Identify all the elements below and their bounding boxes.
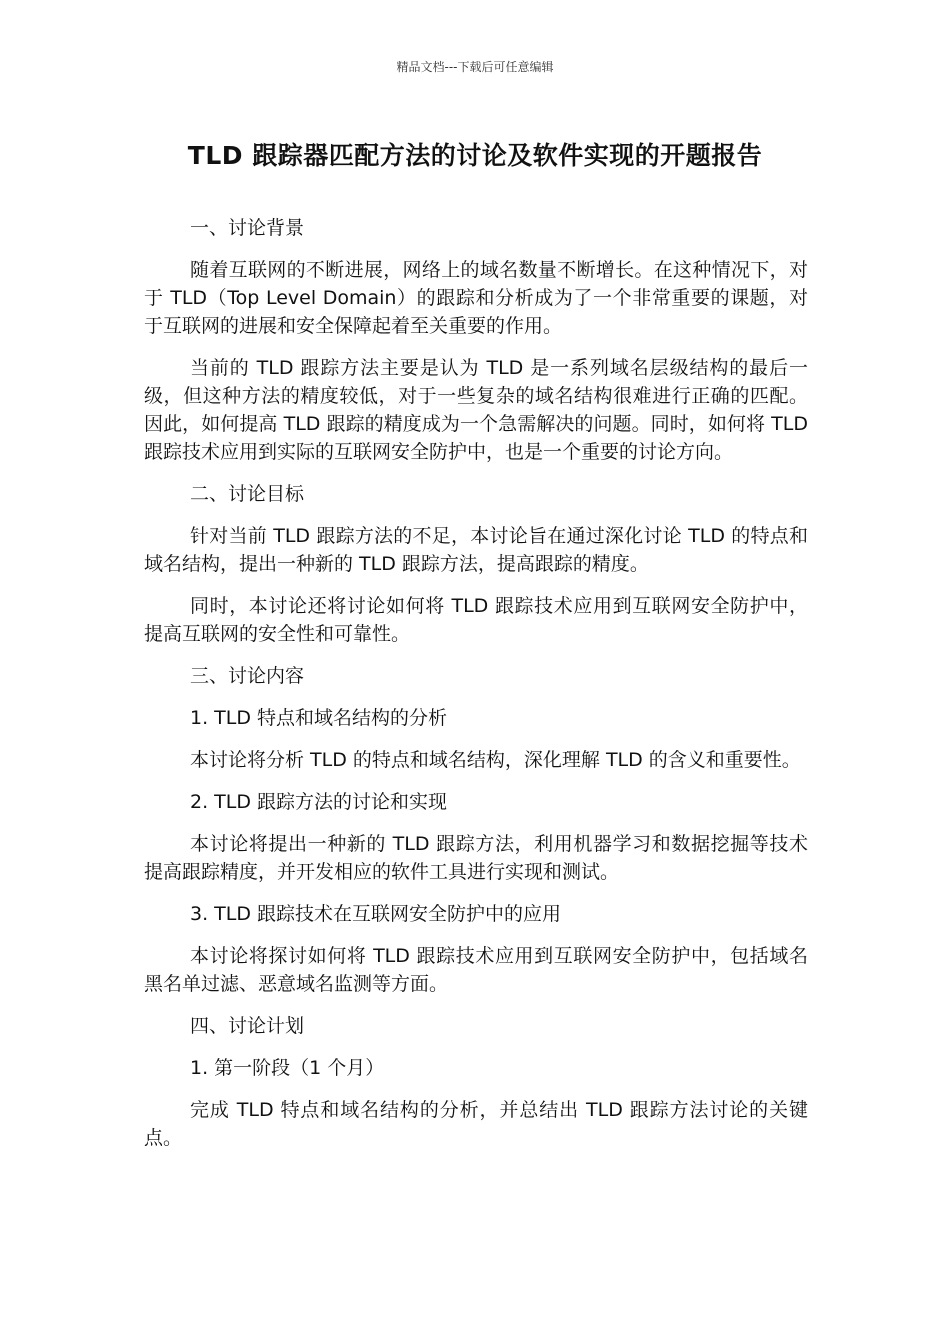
section-heading-goals: 二、讨论目标 bbox=[190, 483, 305, 505]
section-heading-plan: 四、讨论计划 bbox=[190, 1015, 305, 1037]
header-note: 精品文档---下载后可任意编辑 bbox=[396, 60, 554, 74]
paragraph: 本讨论将分析 TLD 的特点和域名结构，深化理解 TLD 的含义和重要性。 bbox=[190, 749, 801, 771]
paragraph: 本讨论将探讨如何将 TLD 跟踪技术应用到互联网安全防护中，包括域名黑名单过滤、恶意域名监测等方面。 bbox=[144, 945, 808, 995]
paragraph: 针对当前 TLD 跟踪方法的不足，本讨论旨在通过深化讨论 TLD 的特点和域名结构，提出一种新的 TLD 跟踪方法，提高跟踪的精度。 bbox=[144, 525, 808, 575]
subheading: 1. TLD 特点和域名结构的分析 bbox=[190, 707, 448, 729]
paragraph: 随着互联网的不断进展，网络上的域名数量不断增长。在这种情况下，对于 TLD（Top Level Domain）的跟踪和分析成为了一个非常重要的课题，对于互联网的进展和安全保障起着至关重要的作用。 bbox=[144, 259, 808, 337]
paragraph: 当前的 TLD 跟踪方法主要是认为 TLD 是一系列域名层级结构的最后一级，但这种方法的精度较低，对于一些复杂的域名结构很难进行正确的匹配。因此，如何提高 TLD 跟踪的精度成为一个急需解决的问题。同时，如何将 TLD 跟踪技术应用到实际的互联网安全防护中，也是一个重要的讨论方向。 bbox=[144, 357, 808, 463]
subheading: 2. TLD 跟踪方法的讨论和实现 bbox=[190, 791, 448, 813]
document-title: TLD 跟踪器匹配方法的讨论及软件实现的开题报告 bbox=[187, 141, 763, 170]
paragraph: 本讨论将提出一种新的 TLD 跟踪方法，利用机器学习和数据挖掘等技术提高跟踪精度，并开发相应的软件工具进行实现和测试。 bbox=[144, 833, 808, 883]
section-heading-content: 三、讨论内容 bbox=[190, 665, 305, 687]
paragraph: 同时，本讨论还将讨论如何将 TLD 跟踪技术应用到互联网安全防护中，提高互联网的安全性和可靠性。 bbox=[144, 595, 808, 645]
subheading: 1. 第一阶段（1 个月） bbox=[190, 1057, 385, 1079]
paragraph: 完成 TLD 特点和域名结构的分析，并总结出 TLD 跟踪方法讨论的关键点。 bbox=[144, 1099, 808, 1149]
subheading: 3. TLD 跟踪技术在互联网安全防护中的应用 bbox=[190, 903, 562, 925]
section-heading-background: 一、讨论背景 bbox=[190, 217, 305, 239]
document-body bbox=[144, 214, 808, 1166]
